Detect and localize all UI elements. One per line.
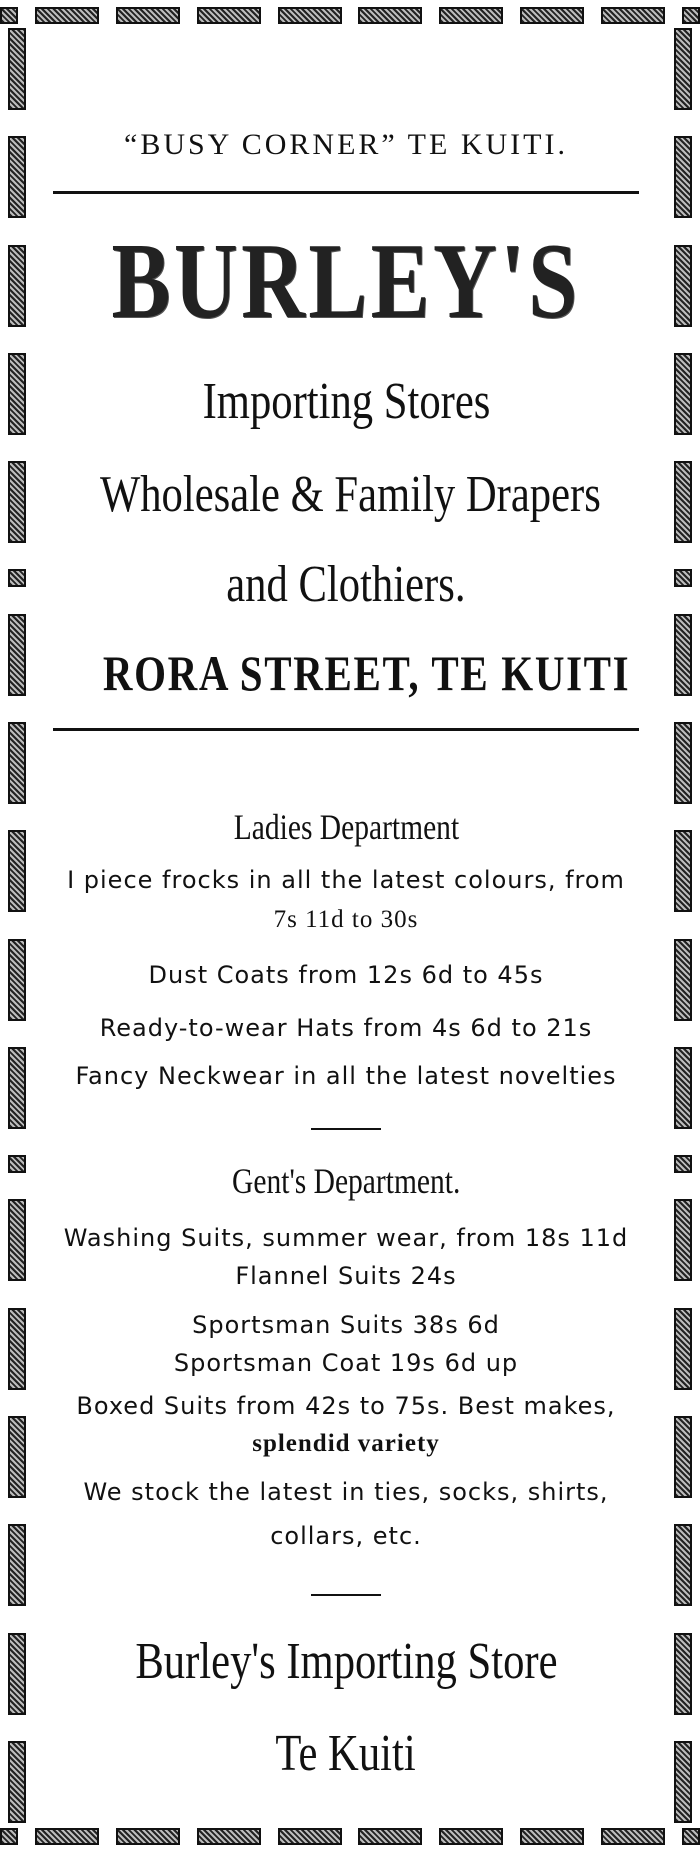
ladies-item: Dust Coats from 12s 6d to 45s xyxy=(148,961,544,989)
divider-top xyxy=(53,191,639,194)
border-top xyxy=(0,0,700,30)
gents-title: Gent's Department. xyxy=(231,1161,461,1201)
gents-item: splendid variety xyxy=(252,1430,440,1457)
divider-middle xyxy=(53,728,639,731)
divider-short xyxy=(311,1128,381,1130)
brand-name: BURLEY'S xyxy=(111,222,581,341)
ladies-title: Ladies Department xyxy=(233,807,459,847)
ladies-item: Fancy Neckwear in all the latest novelties xyxy=(75,1062,617,1090)
address: RORA STREET, TE KUITI xyxy=(102,645,631,701)
border-right xyxy=(666,28,700,1823)
header-line-1: Importing Stores xyxy=(202,373,490,430)
divider-short xyxy=(311,1594,381,1596)
gents-item: Boxed Suits from 42s to 75s. Best makes, xyxy=(76,1392,616,1420)
header-line-3: and Clothiers. xyxy=(226,556,466,613)
brand-logo xyxy=(45,222,647,341)
gents-item: Sportsman Coat 19s 6d up xyxy=(173,1349,519,1377)
ladies-item: Ready-to-wear Hats from 4s 6d to 21s xyxy=(99,1014,593,1042)
footer-line-2: Te Kuiti xyxy=(275,1725,417,1782)
ladies-item: 7s 11d to 30s xyxy=(273,906,419,933)
gents-item: collars, etc. xyxy=(270,1522,422,1550)
gents-item: Washing Suits, summer wear, from 18s 11d xyxy=(63,1224,629,1252)
footer-line-1: Burley's Importing Store xyxy=(134,1633,558,1690)
border-bottom xyxy=(0,1821,700,1851)
ladies-item: I piece frocks in all the latest colours, from xyxy=(67,866,625,894)
gents-item: Sportsman Suits 38s 6d xyxy=(192,1311,500,1339)
header-line-2: Wholesale & Family Drapers xyxy=(99,466,601,523)
gents-item: Flannel Suits 24s xyxy=(235,1262,457,1290)
tagline: “BUSY CORNER” TE KUITI. xyxy=(124,128,568,161)
gents-item: We stock the latest in ties, socks, shirts, xyxy=(83,1478,609,1506)
advertisement xyxy=(45,28,647,1823)
border-left xyxy=(0,28,34,1823)
